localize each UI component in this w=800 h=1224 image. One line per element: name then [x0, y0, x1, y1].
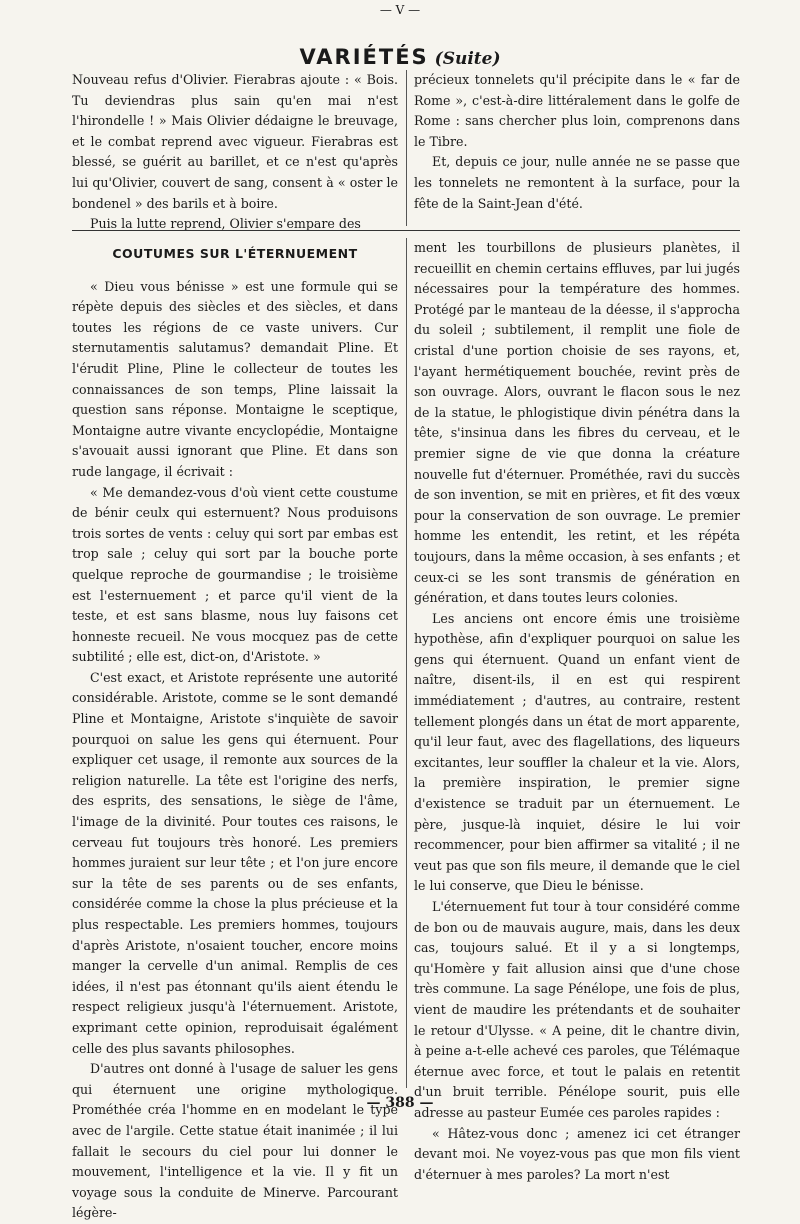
paragraph: « Dieu vous bénisse » est une formule qui se répète depuis des siècles et des siècles, et dans toutes les régions de ce vaste univers. Cur sternutamentis salutamus? demandait Pline. Et l'érudit Pline, Pline le collecteur de toutes les connaissances de son temps, Pline laissait la question sans réponse. Montaigne le sceptique, Montaigne autre vivante encyclopédie, Montaigne s'avouait aussi ignorant que Pline. Et dans son rude langage, il écrivait :	[72, 278, 398, 479]
top-left-column	[72, 70, 398, 235]
article-right-column	[414, 238, 740, 1185]
paragraph: « Me demandez-vous d'où vient cette coustume de bénir ceulx qui esternuent? Nous produisons trois sortes de vents : celuy qui sort par embas est trop sale ; celuy qui sort par la bouche porte quelque reproche de gourmandise ; le troisième est l'esternuement ; et parce qu'il vient de la teste, et est sans blasme, nous luy faisons cet honneste recueil. Ne vous mocquez pas de cette subtilité ; elle est, dict-on, d'Aristote. »	[72, 484, 398, 665]
paragraph: ment les tourbillons de plusieurs planètes, il recueillit en chemin certains effluves, par lui jugés nécessaires pour la température des hommes. Protégé par le manteau de la déesse, il s'approcha du soleil ; subtilement, il remplit une fiole de cristal d'une portion choisie de ses rayons, et, l'ayant hermétiquement bouchée, revint près de son ouvrage. Alors, ouvrant le flacon sous le nez de la statue, le phlogistique divin pénétra dans la tête, s'insinua dans les fibres du cerveau, et le premier signe de vie que donna la créature nouvelle fut d'éternuer. Prométhée, ravi du succès de son invention, se mit en prières, et fit des vœux pour la conservation de son ouvrage. Le premier homme les entendit, les retint, et les répéta toujours, dans la même occasion, à ses enfants ; et ceux-ci se les sont transmis de génération en génération, et dans toutes leurs colonies.	[414, 240, 740, 606]
paragraph: « Hâtez-vous donc ; amenez ici cet étranger devant moi. Ne voyez-vous pas que mon fils vient d'éternuer à mes paroles? La mort n'est	[414, 1125, 740, 1182]
paragraph: L'éternuement fut tour à tour considéré comme de bon ou de mauvais augure, mais, dans les deux cas, toujours salué. Et il y a si longtemps, qu'Homère y fait allusion ainsi que d'une chose très commune. La sage Pénélope, une fois de plus, vient de maudire les prétendants et de souhaiter le retour d'Ulysse. « A peine, dit le chantre divin, à peine a-t-elle achevé ces paroles, que Télémaque éternue avec force, et tout le palais en retentit d'un bruit terrible. Pénélope sourit, puis elle adresse au pasteur Eumée ces paroles rapides :	[414, 899, 740, 1120]
paragraph: Les anciens ont encore émis une troisième hypothèse, afin d'expliquer pourquoi on salue les gens qui éternuent. Quand un enfant vient de naître, disent-ils, il en est qui respirent immédiatement ; d'autres, au contraire, restent tellement plongés dans un état de mort apparente, qu'il leur faut, avec des flagellations, des liqueurs excitantes, leur souffler la chaleur et la vie. Alors, la première inspiration, le premier signe d'existence se traduit par un éternuement. Le père, jusque-là inquiet, désire le lui voir recommencer, pour bien affirmer sa vitalité ; il ne veut pas que son fils meure, il demande que le ciel le lui conserve, que Dieu le bénisse.	[414, 610, 740, 894]
section-title	[0, 44, 800, 72]
page-roman-numeral: — V —	[379, 3, 421, 17]
title-suffix: (Suite)	[434, 49, 501, 69]
section-divider	[72, 230, 740, 231]
paragraph: précieux tonnelets qu'il précipite dans le « far de Rome », c'est-à-dire littéralement dans le golfe de Rome : sans chercher plus loin, comprenons dans le Tibre.	[414, 72, 740, 149]
paragraph: D'autres ont donné à l'usage de saluer les gens qui éternuent une origine mythologique. Prométhée créa l'homme en en modelant le type avec de l'argile. Cette statue était inanimée ; il lui fallait le secours du ciel pour lui donner le mouvement, l'intelligence et la vie. Il y fit un voyage sous la conduite de Minerve. Parcourant légère-	[72, 1061, 398, 1221]
paragraph: Et, depuis ce jour, nulle année ne se passe que les tonnelets ne remontent à la surface, pour la fête de la Saint-Jean d'été.	[414, 154, 740, 211]
article-left-column	[72, 238, 398, 1224]
article-heading: COUTUMES SUR L'ÉTERNUEMENT	[112, 246, 358, 261]
column-divider	[406, 70, 407, 226]
paragraph: C'est exact, et Aristote représente une autorité considérable. Aristote, comme se le sont demandé Pline et Montaigne, Aristote s'inquiète de savoir pourquoi on salue les gens qui éternuent. Pour expliquer cet usage, il remonte aux sources de la religion naturelle. La tête est l'origine des nerfs, des esprits, des sensations, le siège de l'âme, l'image de la divinité. Pour toutes ces raisons, le cerveau fut toujours très honoré. Les premiers hommes juraient sur leur tête ; et l'on jure encore sur la tête de ses parents ou de ses enfants, considérée comme la chose la plus précieuse et la plus respectable. Les premiers hommes, toujours d'après Aristote, n'osaient toucher, encore moins manger la cervelle d'un animal. Remplis de ces idées, il n'est pas étonnant qu'ils aient étendu le respect religieux jusqu'à l'éternuement. Aristote, exprimant cette opinion, reproduisait égalément celle des plus savants philosophes.	[72, 669, 398, 1056]
page-number: — 388 —	[366, 1095, 434, 1111]
top-right-column	[414, 70, 740, 214]
paragraph: Nouveau refus d'Olivier. Fierabras ajoute : « Bois. Tu deviendras plus sain qu'en mai n'est l'hirondelle ! » Mais Olivier dédaigne le breuvage, et le combat reprend avec vigueur. Fierabras est blessé, se guérit au barillet, et ce n'est qu'après lui qu'Olivier, couvert de sang, consent à « oster le bondenel » des barils et à boire.	[72, 72, 398, 211]
paragraph: Puis la lutte reprend, Olivier s'empare des	[90, 216, 361, 232]
title-text: VARIÉTÉS	[299, 45, 429, 69]
column-divider	[406, 238, 407, 1088]
